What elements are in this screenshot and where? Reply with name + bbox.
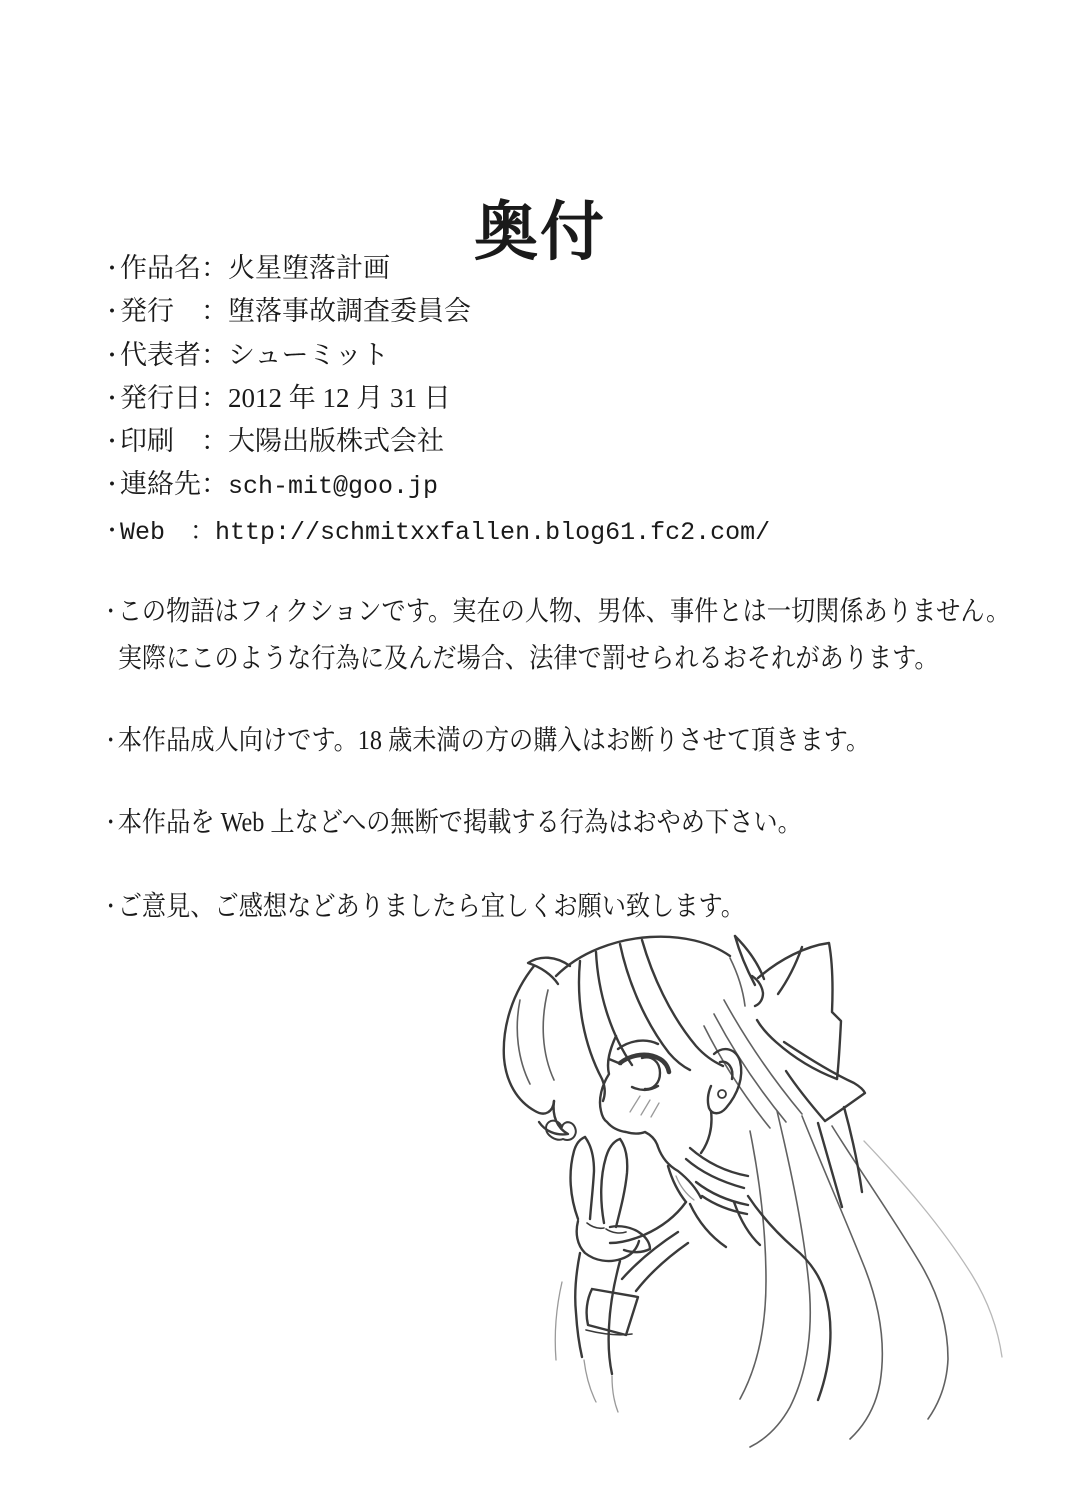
- note-line: [101, 799, 802, 846]
- website-url-text: http://schmitxxfallen.blog61.fc2.com/: [215, 517, 771, 547]
- note-text: この物語はフィクションです。実在の人物、男体、事件とは一切関係ありません。: [117, 595, 1011, 626]
- bullet-icon: ・: [101, 728, 121, 753]
- info-label: 代表者：: [120, 339, 228, 370]
- bow-fold-line: [778, 947, 802, 994]
- info-label: Web ：: [120, 517, 216, 547]
- note-no-repost: [101, 799, 802, 846]
- note-text: ご意見、ご感想などありましたら宜しくお願い致します。: [117, 890, 745, 921]
- bullet-icon: ・: [101, 429, 124, 455]
- contact-email-text: sch-mit@goo.jp: [228, 472, 439, 502]
- info-label: 発行 ：: [120, 296, 228, 327]
- note-line: [101, 883, 745, 930]
- hair-strand: [543, 990, 554, 1080]
- heart-doodle: [546, 1121, 576, 1140]
- bullet-icon: ・: [101, 810, 121, 835]
- info-row-contact-email: [101, 463, 770, 508]
- info-value: 大陽出版株式会社: [228, 426, 444, 457]
- neck-line: [701, 1111, 712, 1153]
- info-row-website: [101, 509, 770, 554]
- neck-shade-line: [676, 1176, 694, 1200]
- bullet-icon: ・: [101, 599, 121, 624]
- bow-loop-line: [786, 1071, 825, 1121]
- info-value: シューミット: [228, 339, 389, 370]
- info-row-representative: [101, 334, 770, 377]
- page-title: 奥付: [474, 196, 606, 268]
- bullet-icon: ・: [101, 472, 124, 498]
- sketch-line: [642, 940, 723, 1066]
- note-adult-only: [101, 717, 870, 764]
- eyebrow-line: [618, 1041, 658, 1049]
- collar-stripe-line: [696, 1182, 748, 1205]
- hair-strand: [730, 958, 745, 1006]
- finger-line: [571, 1137, 585, 1219]
- hair-strand: [750, 1111, 810, 1447]
- bow-loop-line: [784, 1042, 865, 1121]
- bullet-icon: ・: [101, 256, 124, 281]
- info-value: 堕落事故調査委員会: [228, 296, 471, 327]
- finger-line: [616, 1139, 627, 1227]
- forearm-line: [609, 1261, 620, 1374]
- hair-strand: [714, 1014, 786, 1122]
- hair-strand: [517, 1000, 530, 1084]
- finger-line: [585, 1137, 594, 1219]
- info-row-publish-date: [101, 377, 770, 420]
- note-line: [101, 717, 870, 764]
- sketch-line: [620, 944, 690, 1070]
- sketch-line: [504, 966, 554, 1114]
- hair-strand: [740, 1131, 766, 1399]
- hair-strand: [802, 1116, 882, 1439]
- note-line: [101, 588, 1010, 635]
- info-row-publisher: [101, 290, 770, 333]
- info-label: 連絡先：: [120, 469, 228, 500]
- earring-stud: [718, 1090, 726, 1098]
- hair-strand: [864, 1141, 1002, 1357]
- choker-line: [690, 1148, 748, 1176]
- forearm-line: [575, 1253, 582, 1357]
- hair-strand: [724, 1000, 802, 1114]
- character-sketch-illustration: [490, 930, 1020, 1511]
- collar-line: [690, 1204, 726, 1247]
- info-row-work-title: [101, 247, 770, 290]
- faint-arm-line: [584, 1360, 618, 1412]
- bullet-icon: ・: [101, 342, 124, 368]
- info-label: 発行日：: [120, 382, 228, 413]
- bullet-icon: ・: [101, 299, 124, 325]
- bullet-icon: ・: [101, 385, 124, 411]
- info-label: 作品名：: [120, 253, 228, 283]
- note-line: [118, 635, 1010, 681]
- blush-hatch-lines: [630, 1096, 659, 1117]
- info-label: 印刷 ：: [120, 426, 228, 457]
- note-fiction-disclaimer: [101, 588, 1010, 681]
- sketch-line: [528, 958, 570, 984]
- faint-arm-line: [555, 1282, 562, 1360]
- back-line: [748, 1196, 830, 1400]
- note-text: 本作品を Web 上などへの無断で掲載する行為はおやめ下さい。: [117, 806, 802, 837]
- sketch-line: [579, 961, 605, 1101]
- knuckle-line: [587, 1223, 626, 1233]
- iris-line: [642, 1057, 660, 1089]
- info-value: 火星堕落計画: [228, 253, 390, 283]
- sketch-line: [539, 1101, 568, 1134]
- info-value: 2012 年 12 月 31 日: [228, 382, 451, 413]
- bullet-icon: ・: [101, 894, 121, 919]
- finger-line: [601, 1139, 620, 1223]
- info-row-printer: [101, 420, 770, 463]
- colophon-info-list: [101, 247, 770, 554]
- note-text: 本作品成人向けです。18 歳未満の方の購入はお断りさせて頂きます。: [117, 724, 871, 755]
- note-feedback-request: [101, 883, 745, 930]
- note-text: 実際にこのような行為に及んだ場合、法律で罰せられるおそれがあります。: [117, 642, 939, 673]
- bullet-icon: ・: [101, 517, 124, 543]
